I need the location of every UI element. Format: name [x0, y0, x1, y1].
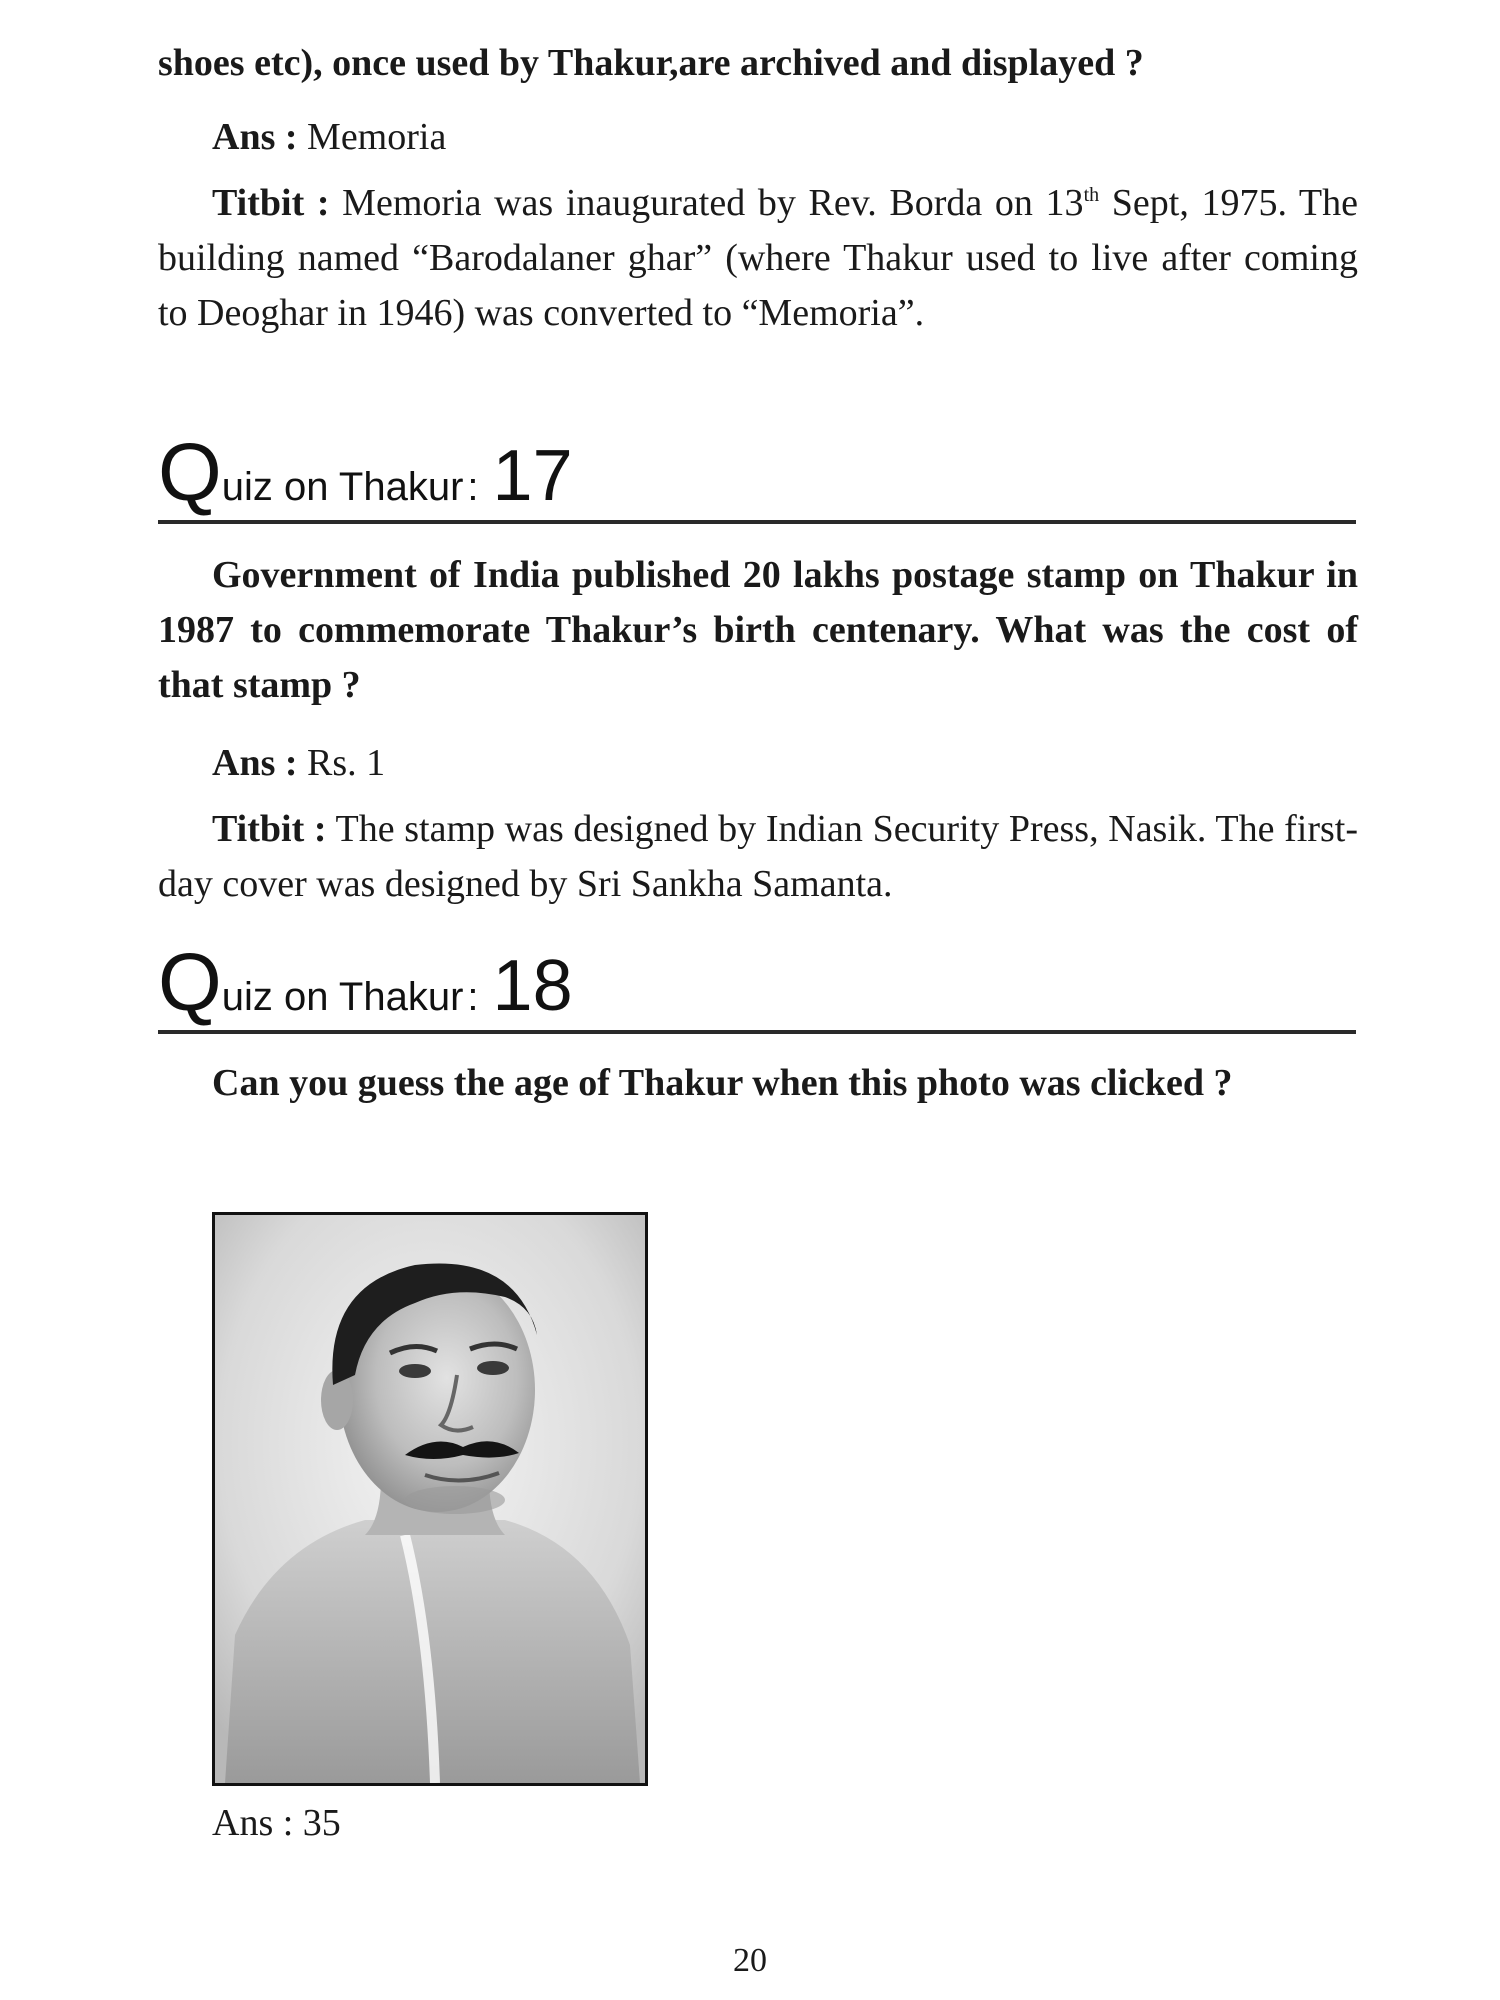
- titbit-16-text-pre: Memoria was inaugurated by Rev. Borda on 13: [342, 182, 1084, 224]
- page-number: 20: [733, 1942, 767, 1979]
- portrait-illustration: [215, 1215, 645, 1783]
- titbit-17: [158, 802, 1358, 912]
- answer-17-label: Ans :: [212, 742, 298, 784]
- quiz-18-heading-colon: :: [467, 975, 479, 1019]
- quiz-17-heading-text: uiz on Thakur: [221, 465, 464, 509]
- answer-16: [158, 110, 1358, 165]
- quiz-17-heading-q: Q: [158, 427, 222, 518]
- answer-18: [212, 1796, 812, 1851]
- quiz-17-heading-colon: :: [467, 465, 479, 509]
- question-18-text: Can you guess the age of Thakur when this photo was clicked ?: [212, 1062, 1233, 1104]
- answer-18-value: 35: [302, 1802, 341, 1844]
- answer-16-label: Ans :: [212, 116, 298, 158]
- titbit-16-text-post: Sept, 1975. The building named “Barodalaner ghar” (where Thakur used to live after coming to Deoghar in 1946) was converted to “Memoria”.: [158, 182, 1359, 334]
- answer-17-value: Rs. 1: [307, 742, 386, 784]
- question-17-text: Government of India published 20 lakhs postage stamp on Thakur in 1987 to commemorate Thakur’s birth centenary. What was the cost of that stamp ?: [158, 554, 1358, 706]
- answer-17: [158, 736, 1358, 791]
- question-16-text: shoes etc), once used by Thakur,are archived and displayed ?: [158, 42, 1144, 84]
- quiz-18-heading-text: uiz on Thakur: [221, 975, 464, 1019]
- question-18: [158, 1056, 1358, 1111]
- titbit-16: [158, 176, 1358, 341]
- titbit-16-label: Titbit :: [212, 182, 330, 224]
- quiz-17-heading: [158, 427, 1358, 522]
- thakur-portrait-photo: [212, 1212, 648, 1786]
- titbit-16-superscript: th: [1083, 184, 1100, 206]
- quiz-18-heading: [158, 937, 1358, 1032]
- answer-18-label: Ans :: [212, 1802, 294, 1844]
- quiz-18-divider: [158, 1030, 1356, 1034]
- quiz-17-divider: [158, 520, 1356, 524]
- quiz-18-heading-q: Q: [158, 937, 222, 1028]
- question-17: [158, 548, 1358, 713]
- quiz-18-heading-number: 18: [492, 946, 573, 1026]
- question-16-continuation: [158, 36, 1358, 91]
- answer-16-value: Memoria: [307, 116, 447, 158]
- titbit-17-text: The stamp was designed by Indian Security Press, Nasik. The first-day cover was designed by Sri Sankha Samanta.: [158, 808, 1358, 905]
- quiz-17-heading-number: 17: [492, 436, 573, 516]
- titbit-17-label: Titbit :: [212, 808, 327, 850]
